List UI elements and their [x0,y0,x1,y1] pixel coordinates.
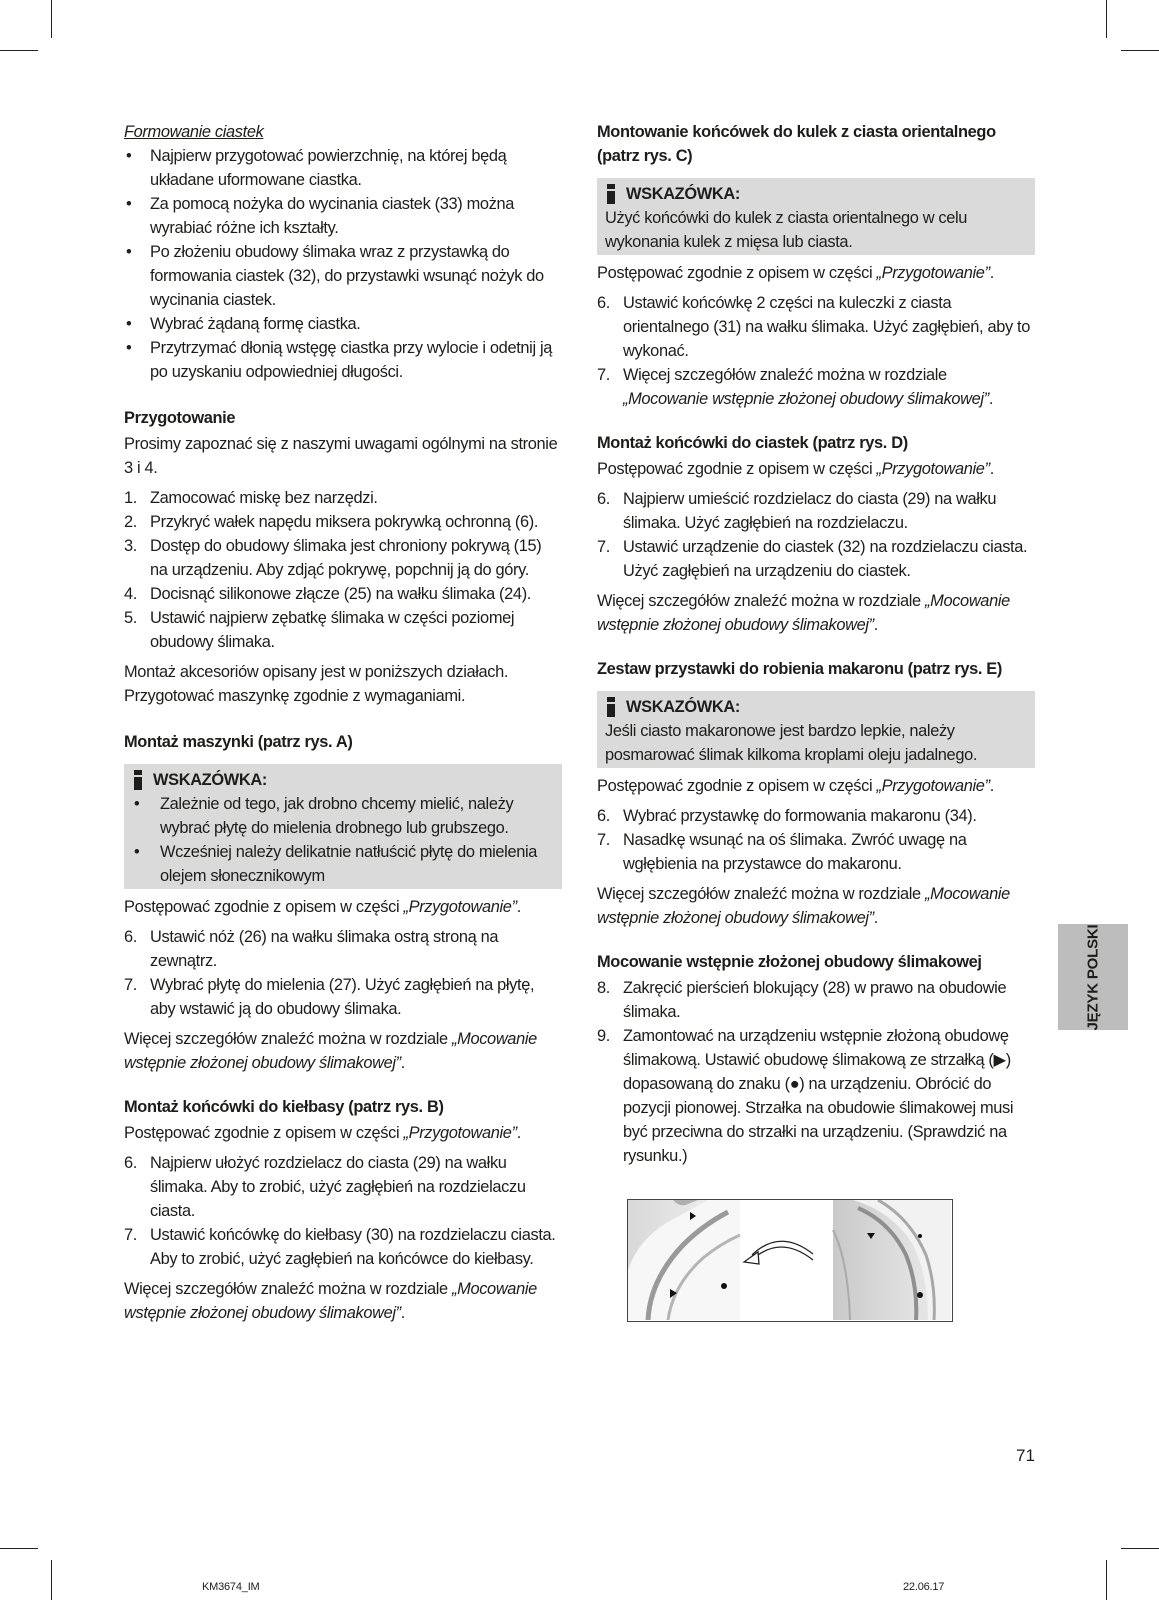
list-item: 9. Zamontować na urządzeniu wstępnie złożoną obudowę ślimakową. Ustawić obudowę ślimakową ze strzałką (▶) dopasowaną do znaku (●) na urządzeniu. Obrócić do pozycji pionowej. Strzałka na obudowie ślimakowej musi być przeciwna do strzałki na urządzeniu. (Sprawdzić na rysunku.) [597,1027,1014,1165]
more-details: Więcej szczegółów znaleźć można w rozdziale „Mocowanie wstępnie złożonej obudowy ślimakowej”. [124,1280,537,1322]
page-number: 71 [1016,1446,1035,1465]
info-icon [605,697,617,717]
crop-mark [0,50,38,51]
section-b-steps [124,1151,562,1271]
list-item: • Wcześniej należy delikatnie natłuścić płytę do mielenia olejem słonecznikowym [132,840,556,888]
note-text: Jeśli ciasto makaronowe jest bardzo lepkie, należy posmarować ślimak kilkoma kroplami oleju jadalnego. [605,722,978,764]
section-e-heading: Zestaw przystawki do robienia makaronu (patrz rys. E) [597,660,1002,678]
list-item: 6. Najpierw ułożyć rozdzielacz do ciasta (29) na wałku ślimaka. Aby to zrobić, użyć zagłębień na rozdzielaczu ciasta. [124,1154,526,1220]
left-column [124,120,562,1325]
right-column [597,120,1035,1168]
preparation-outro: Montaż akcesoriów opisany jest w poniższych działach. Przygotować maszynkę zgodnie z wymaganiami. [124,663,509,705]
list-item: • Najpierw przygotować powierzchnię, na której będą układane uformowane ciastka. [124,144,562,192]
follow-instructions: Postępować zgodnie z opisem w części „Przygotowanie”. [597,777,994,795]
dot-marker [917,1292,923,1298]
note-title: WSKAZÓWKA: [626,698,740,716]
dot-marker [918,1234,922,1238]
crop-mark [1106,1560,1107,1600]
language-tab-label: JĘZYK POLSKI [1084,924,1102,1030]
section-a-heading: Montaż maszynki (patrz rys. A) [124,733,353,751]
note-title: WSKAZÓWKA: [153,771,267,789]
list-item: 6. Najpierw umieścić rozdzielacz do ciasta (29) na wałku ślimaka. Użyć zagłębień na rozdzielaczu. [597,490,997,532]
list-item: 7. Ustawić końcówkę do kiełbasy (30) na rozdzielaczu ciasta. Aby to zrobić, użyć zagłębień na końcówce do kiełbasy. [124,1226,556,1268]
list-item: 4. Docisnąć silikonowe złącze (25) na wałku ślimaka (24). [124,585,532,603]
list-item: 7. Więcej szczegółów znaleźć można w rozdziale „Mocowanie wstępnie złożonej obudowy ślimakowej”. [597,366,994,408]
note-box [597,178,1035,255]
note-box [597,691,1035,768]
note-list [132,792,556,888]
section-c-steps [597,291,1035,411]
list-item: 7. Ustawić urządzenie do ciastek (32) na rozdzielaczu ciasta. Użyć zagłębień na urządzeniu do ciastek. [597,538,1028,580]
preparation-intro: Prosimy zapoznać się z naszymi uwagami ogólnymi na stronie 3 i 4. [124,435,558,477]
list-item: 5. Ustawić najpierw zębatkę ślimaka w części poziomej obudowy ślimaka. [124,609,515,651]
dot-marker [721,1283,727,1289]
cookie-forming-title: Formowanie ciastek [124,123,264,141]
cookie-forming-list [124,144,562,384]
list-item: 1. Zamocować miskę bez narzędzi. [124,489,378,507]
list-item: • Wybrać żądaną formę ciastka. [124,312,562,336]
section-a-steps [124,925,562,1021]
section-f-heading: Mocowanie wstępnie złożonej obudowy ślimakowej [597,953,982,971]
section-c-heading: Montowanie końcówek do kulek z ciasta orientalnego (patrz rys. C) [597,123,996,165]
list-item: 7. Wybrać płytę do mielenia (27). Użyć zagłębień na płytę, aby wstawić ją do obudowy ślimaka. [124,976,535,1018]
follow-instructions: Postępować zgodnie z opisem w części „Przygotowanie”. [597,264,994,282]
more-details: Więcej szczegółów znaleźć można w rozdziale „Mocowanie wstępnie złożonej obudowy ślimakowej”. [597,592,1010,634]
list-item: • Przytrzymać dłonią wstęgę ciastka przy wylocie i odetnij ją po uzyskaniu odpowiedniej długości. [124,336,562,384]
footer-date: 22.06.17 [903,1581,945,1593]
language-tab [1058,924,1128,1030]
section-e-steps [597,804,1035,876]
list-item: 8. Zakręcić pierścień blokujący (28) w prawo na obudowie ślimaka. [597,979,1007,1021]
info-icon [605,184,617,204]
follow-instructions: Postępować zgodnie z opisem w części „Przygotowanie”. [124,898,521,916]
preparation-steps [124,486,562,654]
section-f-steps [597,976,1035,1168]
list-item: 6. Ustawić nóż (26) na wałku ślimaka ostrą stroną na zewnątrz. [124,928,499,970]
section-d-heading: Montaż końcówki do ciastek (patrz rys. D) [597,434,908,452]
list-item: • Po złożeniu obudowy ślimaka wraz z przystawką do formowania ciastek (32), do przystawki wsunąć nożyk do wycinania ciastek. [124,240,562,312]
list-item: • Za pomocą nożyka do wycinania ciastek (33) można wyrabiać różne ich kształty. [124,192,562,240]
crop-mark [51,1560,52,1600]
crop-mark [1121,50,1159,51]
list-item: 6. Wybrać przystawkę do formowania makaronu (34). [597,807,977,825]
info-icon [132,770,144,790]
note-box [124,764,562,889]
crop-mark [1106,0,1107,38]
crop-mark [1121,1548,1159,1549]
note-text: Użyć końcówki do kulek z ciasta orientalnego w celu wykonania kulek z mięsa lub ciasta. [605,209,968,251]
list-item: 7. Nasadkę wsunąć na oś ślimaka. Zwróć uwagę na wgłębienia na przystawce do makaronu. [597,831,967,873]
list-item: 3. Dostęp do obudowy ślimaka jest chroniony pokrywą (15) na urządzeniu. Aby zdjąć pokrywę, popchnij ją do góry. [124,537,542,579]
follow-instructions: Postępować zgodnie z opisem w części „Przygotowanie”. [124,1124,521,1142]
more-details: Więcej szczegółów znaleźć można w rozdziale „Mocowanie wstępnie złożonej obudowy ślimakowej”. [597,885,1010,927]
list-item: 6. Ustawić końcówkę 2 części na kuleczki z ciasta orientalnego (31) na wałku ślimaka. Użyć zagłębień, aby to wykonać. [597,294,1030,360]
crop-mark [0,1548,38,1549]
preparation-heading: Przygotowanie [124,409,236,427]
alignment-drawing [628,1200,951,1320]
alignment-illustration [627,1199,953,1322]
note-title: WSKAZÓWKA: [626,185,740,203]
list-item: 2. Przykryć wałek napędu miksera pokrywką ochronną (6). [124,513,539,531]
follow-instructions: Postępować zgodnie z opisem w części „Przygotowanie”. [597,460,994,478]
section-d-steps [597,487,1035,583]
list-item: • Zależnie od tego, jak drobno chcemy mielić, należy wybrać płytę do mielenia drobnego lub grubszego. [132,792,556,840]
section-b-heading: Montaż końcówki do kiełbasy (patrz rys. B) [124,1098,444,1116]
footer-doc-code: KM3674_IM [202,1581,260,1593]
more-details: Więcej szczegółów znaleźć można w rozdziale „Mocowanie wstępnie złożonej obudowy ślimakowej”. [124,1030,537,1072]
crop-mark [51,0,52,38]
